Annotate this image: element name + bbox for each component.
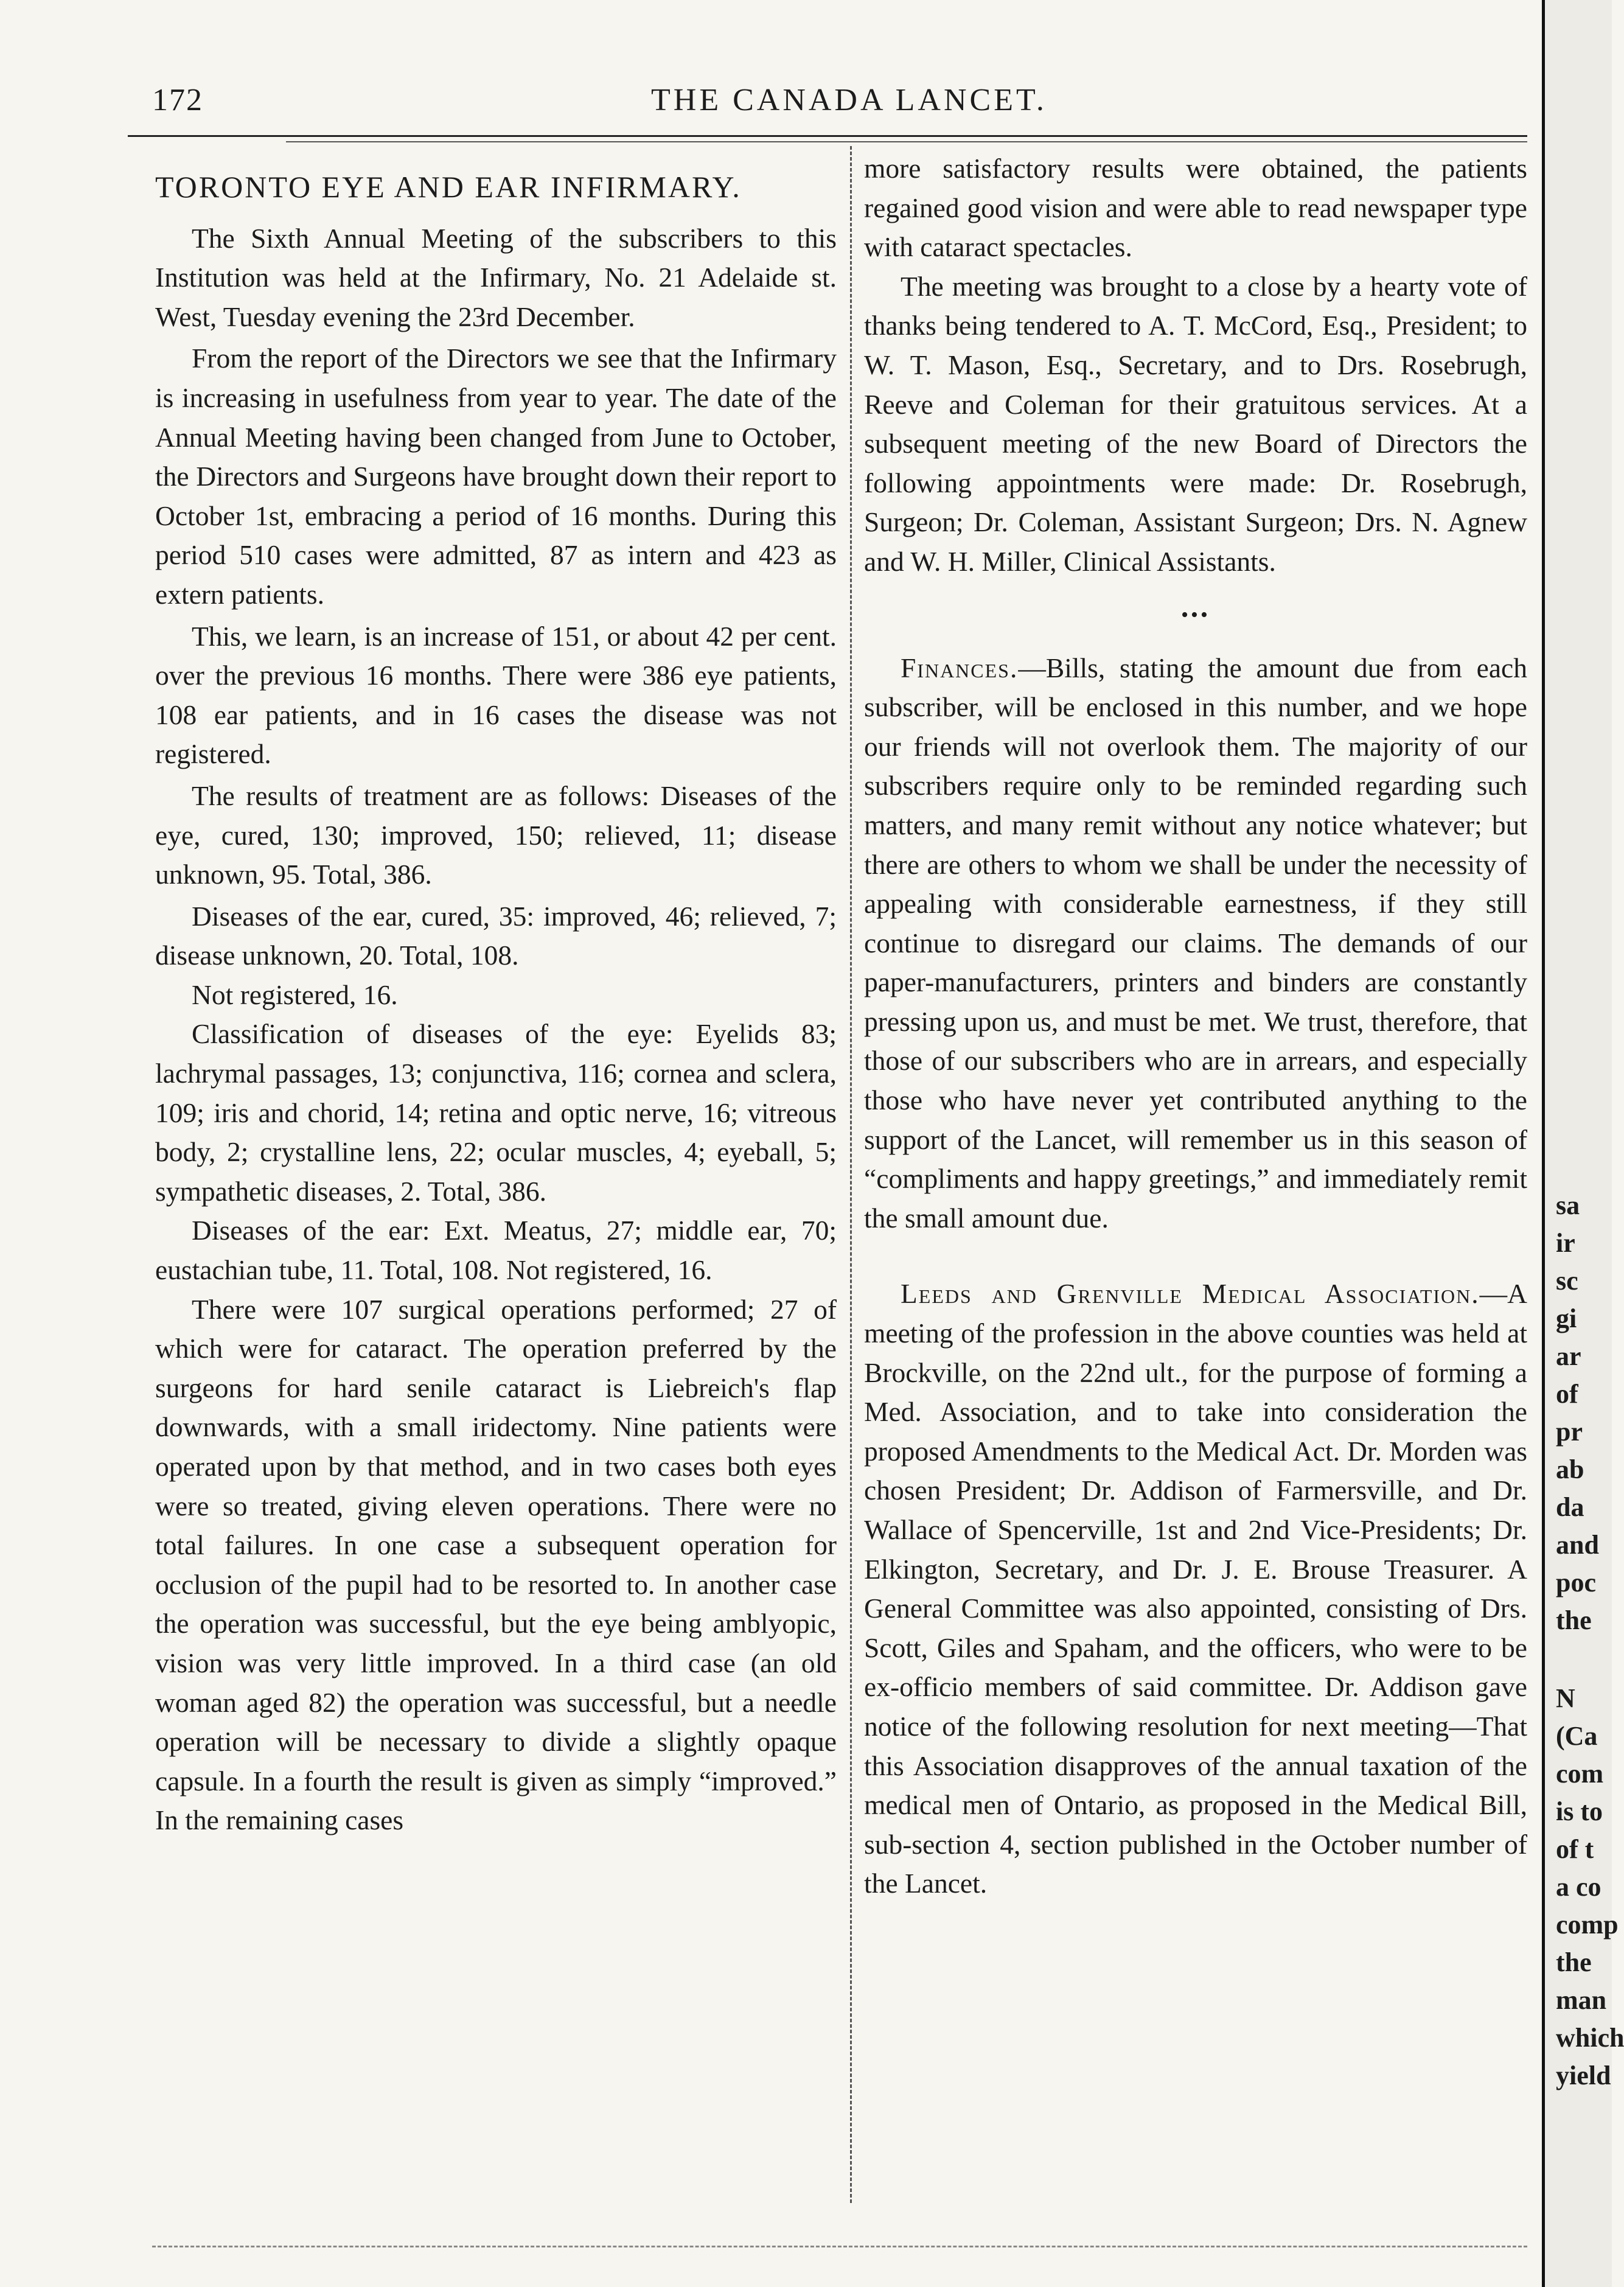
- paragraph-meeting-close: The meeting was brought to a close by a hearty vote of thanks being tendered to A. T. McCord, Esq., President; to W. T. Mason, Esq., Secretary, and to Drs. Rosebrugh, Reeve and Coleman for their gratuitous services. At a subsequent meeting of the new Board of Directors the following appointments were made: Dr. Rosebrugh, Surgeon; Dr. Coleman, Assistant Surgeon; Drs. N. Agnew and W. H. Miller, Clinical Assistants.: [864, 270, 1527, 577]
- finances-body: —Bills, stating the amount due from each subscriber, will be enclosed in this number, and we hope our friends will not overlook them. The majority of our subscribers require only to be reminded regarding such matters, and many remit without any notice whatever; but there are others to whom we shall be under the necessity of appealing with considerable earnestness, if they still continue to disregard our claims. The demands of our paper-manufacturers, printers and binders are constantly pressing upon us, and must be met. We trust, therefore, that those of our subscribers who are in arrears, and especially those who have never yet contributed anything to the support of the Lancet, will remember us in this season of “compliments and happy greetings,” and immediately remit the small amount due.: [864, 652, 1527, 1234]
- edge-fragment: comp: [1556, 1910, 1619, 1940]
- edge-fragment: gi: [1556, 1304, 1577, 1333]
- edge-fragment: N: [1556, 1683, 1575, 1713]
- page-number: 172: [152, 83, 203, 117]
- running-head: [152, 82, 1527, 125]
- section-ornament: •••: [1181, 603, 1210, 626]
- edge-fragment: is to: [1556, 1796, 1603, 1826]
- edge-fragment: which: [1556, 2023, 1624, 2053]
- header-rule-secondary: [286, 141, 1527, 142]
- paragraph-eye-results: The results of treatment are as follows: Diseases of the eye, cured, 130; improved, 150; relieved, 11; disease unknown, 95. Total, 386.: [155, 780, 837, 890]
- edge-fragment: man: [1556, 1985, 1607, 2015]
- journal-title: THE CANADA LANCET.: [651, 83, 1047, 117]
- paragraph-leeds-grenville: [864, 1274, 1527, 1904]
- edge-fragment: com: [1556, 1759, 1604, 1789]
- footer-rule: [152, 2246, 1527, 2247]
- edge-fragment: a co: [1556, 1872, 1601, 1902]
- header-rule: [128, 135, 1527, 137]
- paragraph-not-registered: Not registered, 16.: [192, 979, 398, 1010]
- edge-fragment: sc: [1556, 1266, 1578, 1296]
- edge-fragment: the: [1556, 1605, 1592, 1635]
- leeds-body: —A meeting of the profession in the above counties was held at Brockville, on the 22nd ult., for the purpose of forming a Med. Association, and to take into consideration the proposed Amendments to the Medical Act. Dr. Morden was chosen President; Dr. Addison of Farmersville, and Dr. Wallace of Spencerville, 1st and 2nd Vice-Presidents; Dr. Elkington, Secretary, and Dr. J. E. Brouse Treasurer. A General Committee was also appointed, consisting of Drs. Scott, Giles and Spaham, and the officers, who were to be ex-officio members of said committee. Dr. Addison gave notice of the following resolution for next meeting—That this Association disapproves of the annual taxation of the medical men of Ontario, as proposed in the Medical Bill, sub-section 4, section published in the October number of the Lancet.: [864, 1278, 1527, 1899]
- paragraph-continuation: more satisfactory results were obtained, the patients regained good vision and were able to read newspaper type with cataract spectacles.: [864, 153, 1527, 263]
- paragraph-meeting: The Sixth Annual Meeting of the subscribers to this Institution was held at the Infirmary, No. 21 Adelaide st. West, Tuesday evening the 23rd December.: [155, 222, 837, 332]
- right-column: [864, 149, 1527, 1904]
- edge-fragment: pr: [1556, 1417, 1583, 1447]
- left-column: [155, 149, 837, 1840]
- paragraph-ear-results: Diseases of the ear, cured, 35: improved, 46; relieved, 7; disease unknown, 20. Total, 108.: [155, 900, 837, 971]
- leeds-lead: Leeds and Grenville Medical Association.: [901, 1278, 1480, 1310]
- edge-fragment: ir: [1556, 1228, 1575, 1258]
- edge-fragment: the: [1556, 1947, 1592, 1977]
- edge-fragment: (Ca: [1556, 1721, 1598, 1751]
- article-title: TORONTO EYE AND EAR INFIRMARY.: [155, 170, 742, 204]
- finances-lead: Finances.: [901, 652, 1019, 683]
- edge-fragment: sa: [1556, 1190, 1580, 1220]
- column-divider: [850, 146, 852, 2203]
- paragraph-finances: [864, 649, 1527, 1238]
- paragraph-ear-classification: Diseases of the ear: Ext. Meatus, 27; middle ear, 70; eustachian tube, 11. Total, 108. Not registered, 16.: [155, 1215, 837, 1286]
- paragraph-increase: This, we learn, is an increase of 151, or about 42 per cent. over the previous 16 months. There were 386 eye patients, 108 ear patients, and in 16 cases the disease was not registered.: [155, 620, 837, 770]
- edge-fragment: ab: [1556, 1454, 1584, 1484]
- edge-fragment: of: [1556, 1379, 1578, 1409]
- section-gap: [864, 1238, 1527, 1274]
- edge-fragment: of t: [1556, 1834, 1594, 1864]
- paragraph-report: From the report of the Directors we see that the Infirmary is increasing in usefulness from year to year. The date of the Annual Meeting having been changed from June to October, the Directors and Surgeons have brought down their report to October 1st, embracing a period of 16 months. During this period 510 cases were admitted, 87 as intern and 423 as extern patients.: [155, 343, 837, 610]
- edge-fragment: and: [1556, 1530, 1599, 1560]
- paragraph-eye-classification: Classification of diseases of the eye: Eyelids 83; lachrymal passages, 13; conjunctiva, 116; cornea and sclera, 109; iris and chorid, 14; retina and optic nerve, 16; vitreous body, 2; crystalline lens, 22; ocular muscles, 4; eyeball, 5; sympathetic diseases, 2. Total, 386.: [155, 1018, 837, 1207]
- facing-page-edge: [1542, 0, 1624, 2287]
- paragraph-operations: There were 107 surgical operations performed; 27 of which were for cataract. The operation preferred by the surgeons for hard senile cataract is Liebreich's flap downwards, with a small iridectomy. Nine patients were operated upon by that method, and in two cases both eyes were so treated, giving eleven operations. There were no total failures. In one case a subsequent operation for occlusion of the pupil had to be resorted to. In another case the operation was successful, but the eye being amblyopic, vision was very little improved. In a third case (an old woman aged 82) the operation was successful, but a needle operation will be necessary to divide a slightly opaque capsule. In a fourth the result is given as simply “improved.” In the remaining cases: [155, 1293, 837, 1836]
- edge-fragment: da: [1556, 1492, 1584, 1522]
- edge-fragment: poc: [1556, 1568, 1596, 1597]
- edge-fragment: ar: [1556, 1341, 1581, 1371]
- edge-fragment: yield: [1556, 2061, 1611, 2090]
